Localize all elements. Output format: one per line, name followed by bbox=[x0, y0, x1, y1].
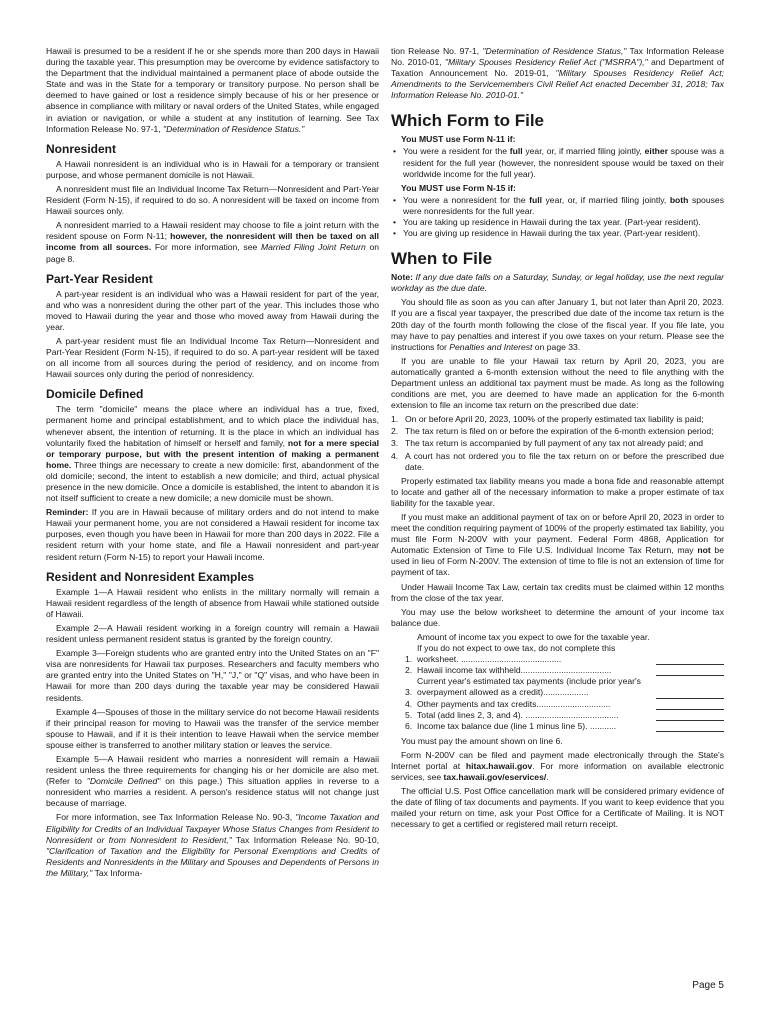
worksheet-row: 4. Other payments and tax credits............................... bbox=[405, 699, 724, 710]
continued-paragraph: tion Release No. 97-1, "Determination of Residence Status," Tax Information Release No. 2010-01, "Military Spouses Residency Relief Act ("MSRRA")," and Department of Taxation Announcement No. 2019-01, "Military Spouses Residency Relief Act; Amendments to the Servicemembers Civil Relief Act enacted December 31, 2018; Tax Information Release No. 2010-01." bbox=[391, 46, 725, 101]
n15-label: You MUST use Form N-15 if: bbox=[401, 182, 516, 193]
partyear-p2: A part-year resident must file an Individual Income Tax Return—Nonresident and Part-Year Resident (Form N-15), if required to do so. A part-year resident will be taxed on all income from all sources during the period of residency, and on income from Hawaii sources only during the period of nonresidency. bbox=[46, 335, 379, 380]
left-column bbox=[46, 46, 379, 882]
when-p6: You may use the below worksheet to determine the amount of your income tax balance due. bbox=[391, 606, 724, 628]
list-item: 3. The tax return is accompanied by full payment of any tax not already paid; and bbox=[391, 438, 704, 449]
list-item: 2. The tax return is filed on or before the expiration of the 6-month extension period; bbox=[391, 426, 714, 437]
right-column bbox=[391, 46, 724, 834]
list-item: • You are taking up residence in Hawaii during the tax year. (Part-year resident). bbox=[391, 217, 724, 228]
nonresident-p2: A nonresident must file an Individual Income Tax Return—Nonresident and Part-Year Resident (Form N-15), if required to do so. A nonresident will be taxed on income from Hawaii sources only. bbox=[46, 183, 379, 217]
when-p4: If you must make an additional payment of tax on or before April 20, 2023 in order to meet the condition requiring payment of 100% of the properly estimated tax liability, you must file Form N-200V with your payment. Federal Form 4868, Application for Automatic Extension of Time to File U.S. Individual Income Tax Return, may not be used in lieu of Form N-200V. The extension of time to file is not an extension of time for payment of tax. bbox=[391, 512, 724, 578]
list-item: • You are giving up residence in Hawaii during the tax year. (Part-year resident). bbox=[391, 228, 724, 239]
worksheet-entry-line[interactable] bbox=[656, 710, 724, 721]
example-5: Example 5—A Hawaii resident who marries a nonresident will remain a Hawaii resident unless the three requirements for changing his or her domicile are also met. (Refer to "Domicile Defined" on this page.) This situation applies in reverse to a nonresident who marries a resident. A person's residence status will not change just because of marriage. bbox=[46, 753, 379, 809]
heading-part-year: Part-Year Resident bbox=[46, 271, 153, 286]
balance-due-worksheet bbox=[405, 632, 724, 732]
example-1: Example 1—A Hawaii resident who enlists in the military normally will remain a Hawaii resident regardless of the length of absence from Hawaii while stationed outside of Hawaii. bbox=[46, 586, 379, 619]
worksheet-entry-line[interactable] bbox=[656, 699, 724, 710]
worksheet-entry-line[interactable] bbox=[656, 688, 724, 699]
worksheet-row: 3. Current year's estimated tax payments (include prior year's overpayment allowed as a credit)................... bbox=[405, 676, 724, 698]
when-p5: Under Hawaii Income Tax Law, certain tax credits must be claimed within 12 months from the close of the tax year. bbox=[391, 581, 724, 603]
list-item: • You were a nonresident for the full year, or, if married filing jointly, both spouses were nonresidents for the full year. bbox=[391, 195, 724, 217]
when-p9: The official U.S. Post Office cancellation mark will be considered primary evidence of the date of filing of tax documents and payments. If you want to keep evidence that you mailed your return on time, ask your Post Office for a Certificate of Mailing. It is NOT necessary to get a certified or registered mail return receipt. bbox=[391, 786, 724, 830]
partyear-p1: A part-year resident is an individual who was a Hawaii resident for part of the year, and who was a nonresident during the other part of the year. This includes those who moved to Hawaii during the year and those who moved away from Hawaii during the year. bbox=[46, 288, 379, 332]
worksheet-row: 6. Income tax balance due (line 1 minus line 5). ........... bbox=[405, 721, 724, 732]
n15-list bbox=[391, 195, 724, 239]
heading-which-form: Which Form to File bbox=[391, 111, 544, 131]
when-p8: Form N-200V can be filed and payment made electronically through the State's Internet portal at hitax.hawaii.gov. For more information on available electronic services, see tax.hawaii.gov/eservices/. bbox=[391, 749, 724, 783]
page-number: Page 5 bbox=[692, 980, 724, 991]
more-information: For more information, see Tax Information Release No. 90-3, "Income Taxation and Eligibility for Credits of an Individual Taxpayer Whose Status Changes from Resident to Nonresident or from Nonresident to Resident," Tax Information Release No. 90-10, "Clarification of Taxation and the Eligibility for Personal Exemptions and Credits of Residents and Nonresidents in the Military and Spouses and Dependents of Persons in the Military," Tax Informa- bbox=[46, 812, 380, 878]
heading-examples: Resident and Nonresident Examples bbox=[46, 569, 255, 584]
n11-label: You MUST use Form N-11 if: bbox=[401, 134, 516, 145]
intro-paragraph: Hawaii is presumed to be a resident if he or she spends more than 200 days in Hawaii during the taxable year. This presumption may be overcome by evidence satisfactory to the Department that the individual maintained a permanent place of abode outside the State and was in the State for a temporary or transitory purpose. No person shall be deemed to have gained or lost a residence simply because of his or her presence or absence in compliance with military or naval orders of the United States, while engaged in aviation or navigation, or while a student at any institution of learning. See Tax Information Release No. 97-1, "Determination of Residence Status." bbox=[46, 46, 379, 134]
domicile-p1: The term "domicile" means the place where an individual has a true, fixed, permanent home and principal establishment, and to which place the individual has, whenever absent, the intention of returning. It is the place in which an individual has voluntarily fixed the habitation of himself or herself and family, not for a mere special or temporary purpose, but with the present intention of making a permanent home. Three things are necessary to create a new domicile: first, abandonment of the old domicile; second, the intent to establish a new domicile; and third, actual physical presence in the new domicile. Once a domicile is established, the intent to abandon it is not itself sufficient to create a new domicile; a new domicile must be shown. bbox=[46, 404, 379, 504]
when-p2: If you are unable to file your Hawaii tax return by April 20, 2023, you are automatically granted a 6-month extension without the need to file anything with the Department unless an additional tax payment must be made. As long as the following conditions are met, you are deemed to have made an application for the 6-month extension to file an income tax return on the prescribed due date: bbox=[391, 355, 724, 411]
worksheet-row: 5. Total (add lines 2, 3, and 4). ....................................... bbox=[405, 710, 724, 721]
when-p7: You must pay the amount shown on line 6. bbox=[401, 735, 563, 746]
heading-when-to-file: When to File bbox=[391, 249, 493, 269]
heading-nonresident: Nonresident bbox=[46, 141, 117, 156]
list-item: 1. On or before April 20, 2023, 100% of the properly estimated tax liability is paid; bbox=[391, 414, 704, 425]
worksheet-entry-line[interactable] bbox=[656, 654, 724, 665]
when-p1: You should file as soon as you can after January 1, but not later than April 20, 2023. If you are a fiscal year taxpayer, the prescribed due date of the income tax return is the 20th day of the fourth month following the close of the fiscal year. If you file late, you may have to pay penalties and interest if you owe taxes on your return. Please see the instructions for Penalties and Interest on page 33. bbox=[391, 297, 724, 352]
example-2: Example 2—A Hawaii resident working in a foreign country will remain a Hawaii resident unless permanent resident status is granted by the foreign country. bbox=[46, 622, 379, 645]
when-p3: Properly estimated tax liability means you made a bona fide and reasonable attempt to locate and gather all of the necessary information to make a proper estimate of tax liability for the taxable year. bbox=[391, 475, 724, 508]
example-3: Example 3—Foreign students who are granted entry into the United States on an "F" visa are nonresidents for Hawaii tax purposes. Researchers and faculty members who are granted entry into the United States on "H," "J," or "Q" visas, and who have been in Hawaii for more than 200 days during the taxable year may be considered Hawaii residents. bbox=[46, 648, 379, 703]
conditions-list bbox=[391, 414, 724, 472]
worksheet-entry-line[interactable] bbox=[656, 665, 724, 676]
n11-list bbox=[391, 146, 724, 179]
nonresident-p3: A nonresident married to a Hawaii resident may choose to file a joint return with the resident spouse on Form N-11; however, the nonresident will then be taxed on all income from all sources. For more information, see Married Filing Joint Return on page 8. bbox=[46, 220, 380, 264]
worksheet-row: 2. Hawaii income tax withheld...................................... bbox=[405, 665, 724, 676]
domicile-reminder: Reminder: If you are in Hawaii because of military orders and do not intend to make Hawaii your permanent home, you are not considered a Hawaii resident for income tax purposes, even though you have been in Hawaii for more than 200 days in 2022. File a resident return with your home state, and file a Hawaii nonresident and part-year resident return (Form N-15) to report your Hawaii income. bbox=[46, 507, 379, 562]
due-date-note: Note: If any due date falls on a Saturday, Sunday, or legal holiday, use the next regular workday as the due date. bbox=[391, 272, 724, 294]
worksheet-entry-line[interactable] bbox=[656, 721, 724, 732]
nonresident-p1: A Hawaii nonresident is an individual who is in Hawaii for a temporary or transient purpose, and whose permanent domicile is not Hawaii. bbox=[46, 158, 379, 180]
heading-domicile: Domicile Defined bbox=[46, 387, 144, 402]
list-item: • You were a resident for the full year, or, if married filing jointly, either spouse was a resident for the full year (however, the nonresident spouse would be taxed on their worldwide income for the full year). bbox=[391, 146, 724, 179]
example-4: Example 4—Spouses of those in the military service do not become Hawaii residents if their principal reason for moving to Hawaii was the transfer of the service member spouse to Hawaii, and if it is their intention to leave Hawaii when the service member spouse either is transferred to another military station or leaves the service. bbox=[46, 706, 379, 750]
worksheet-row: 1. Amount of income tax you expect to owe for the taxable year. If you do not expect to owe tax, do not complete this worksheet. .......................................... bbox=[405, 632, 724, 665]
list-item: 4. A court has not ordered you to file the tax return on or before the prescribed due date. bbox=[391, 450, 724, 472]
